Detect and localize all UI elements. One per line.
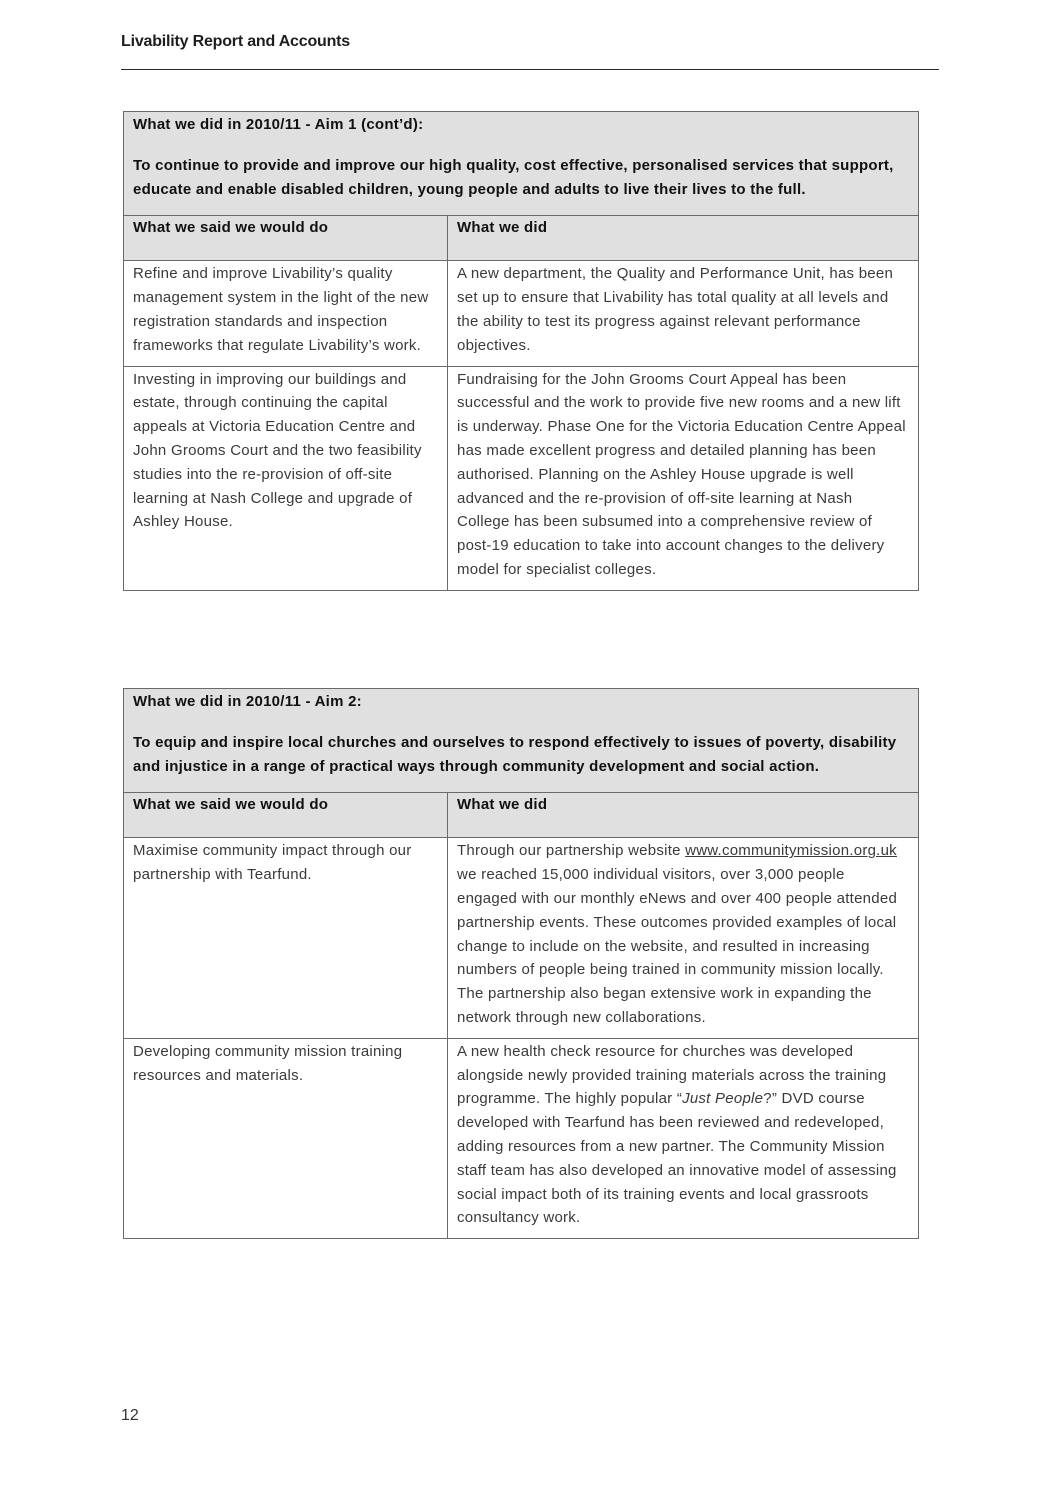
table-row (124, 1038, 919, 1238)
aim2-row1-did-suffix: we reached 15,000 individual visitors, over 3,000 people engaged with our monthly eNews and over 400 people attended partnership events. These outcomes provided examples of local change to include on the website, and resulted in increasing numbers of people being trained in community mission locally. The partnership also began extensive work in expanding the network through new collaborations. (457, 866, 898, 1026)
header-divider (121, 69, 939, 70)
table-row (124, 261, 919, 366)
aim2-col-header-did: What we did (448, 793, 919, 838)
communitymission-link[interactable]: www.communitymission.org.uk (685, 842, 897, 860)
aim1-description: To continue to provide and improve our high quality, cost effective, personalised services that support, educate and enable disabled children, young people and adults to live their lives to the full. (133, 156, 894, 198)
aim2-row2-did-prefix: A new health check resource for churches was developed alongside newly provided training materials across the training programme. The highly popular “ (457, 1042, 887, 1108)
aim2-row2-did (448, 1038, 919, 1238)
aim2-heading-cell (124, 689, 919, 793)
aim1-row1-said: Refine and improve Livability’s quality management system in the light of the new registration standards and inspection frameworks that regulate Livability’s work. (124, 261, 448, 366)
aim2-description: To equip and inspire local churches and ourselves to respond effectively to issues of poverty, disability and injustice in a range of practical ways through community development and social action. (133, 733, 897, 775)
aim1-table (123, 111, 919, 591)
page-number: 12 (121, 1407, 139, 1424)
aim2-row2-said: Developing community mission training resources and materials. (124, 1038, 448, 1238)
table-row (124, 838, 919, 1038)
aim1-col-header-did: What we did (448, 216, 919, 261)
aim2-heading-row (124, 689, 919, 793)
aim2-row1-did-prefix: Through our partnership website (457, 842, 686, 860)
aim2-row1-said: Maximise community impact through our partnership with Tearfund. (124, 838, 448, 1038)
aim1-heading-row (124, 112, 919, 216)
aim1-column-header-row (124, 216, 919, 261)
aim2-col-header-said: What we said we would do (124, 793, 448, 838)
just-people-title: Just People (682, 1090, 764, 1108)
aim1-col-header-said: What we said we would do (124, 216, 448, 261)
aim1-row2-did: Fundraising for the John Grooms Court Appeal has been successful and the work to provide five new rooms and a new lift is underway. Phase One for the Victoria Education Centre Appeal has made excellent progress and detailed planning has been authorised. Planning on the Ashley House upgrade is well advanced and the re-provision of off-site learning at Nash College has been subsumed into a comprehensive review of post-19 education to take into account changes to the delivery model for specialist colleges. (448, 366, 919, 590)
aim1-title: What we did in 2010/11 - Aim 1 (cont’d): (133, 116, 424, 133)
aim2-table (123, 688, 919, 1239)
aim2-column-header-row (124, 793, 919, 838)
aim1-row2-said: Investing in improving our buildings and estate, through continuing the capital appeals at Victoria Education Centre and John Grooms Court and the two feasibility studies into the re-provision of off-site learning at Nash College and upgrade of Ashley House. (124, 366, 448, 590)
aim1-heading-cell (124, 112, 919, 216)
aim2-row2-did-suffix: ?” DVD course developed with Tearfund has been reviewed and redeveloped, adding resources from a new partner. The Community Mission staff team has also developed an innovative model of assessing social impact both of its training events and local grassroots consultancy work. (457, 1090, 897, 1227)
running-header-title: Livability Report and Accounts (121, 33, 350, 50)
table-row (124, 366, 919, 590)
aim2-title: What we did in 2010/11 - Aim 2: (133, 693, 362, 710)
aim2-row1-did (448, 838, 919, 1038)
aim1-row1-did: A new department, the Quality and Performance Unit, has been set up to ensure that Livability has total quality at all levels and the ability to test its progress against relevant performance objectives. (448, 261, 919, 366)
